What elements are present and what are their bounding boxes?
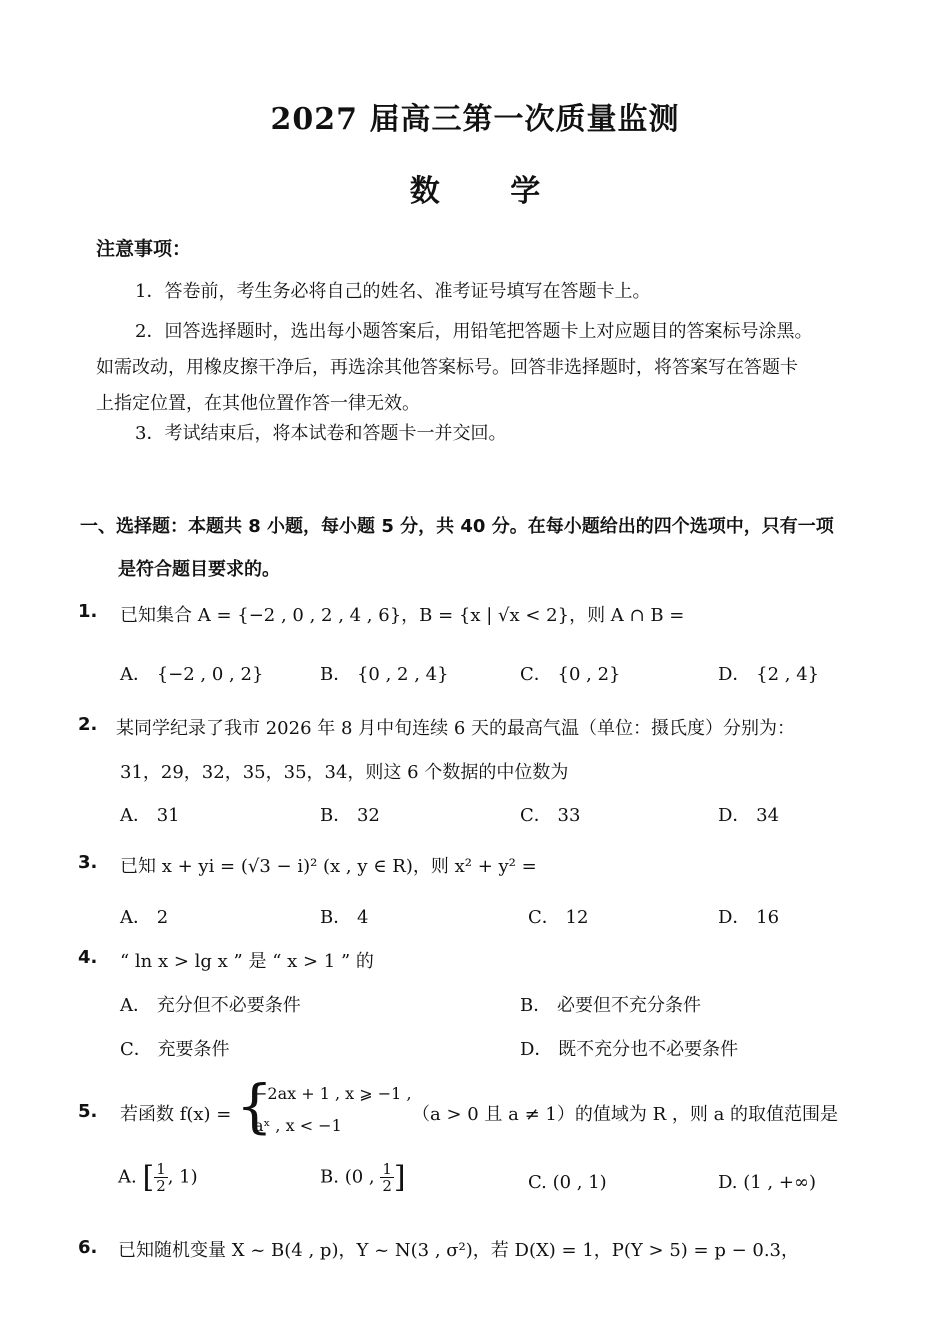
option-b-open: (0 , bbox=[344, 1166, 375, 1188]
question-3-option-b: B． 4 bbox=[320, 907, 369, 928]
question-1-option-c: C． {0 , 2} bbox=[520, 664, 621, 685]
question-6-text: 已知随机变量 X ~ B(4 , p)，Y ~ N(3 , σ²)，若 D(X) = 1，P(Y > 5) = p − 0.3， bbox=[118, 1240, 800, 1261]
question-2-option-c: C． 33 bbox=[520, 805, 581, 826]
piecewise-function bbox=[236, 1072, 412, 1140]
question-2-option-a: A． 31 bbox=[120, 805, 180, 826]
question-5-option-c: C. (0 , 1) bbox=[528, 1172, 607, 1193]
question-5-option-d: D. (1 , +∞) bbox=[718, 1172, 816, 1193]
question-3-option-c: C． 12 bbox=[528, 907, 589, 928]
question-5-option-b bbox=[320, 1160, 406, 1195]
question-5-text-tail: （a > 0 且 a ≠ 1）的值域为 R ，则 a 的取值范围是 bbox=[412, 1104, 839, 1125]
fraction-one-half bbox=[154, 1161, 168, 1194]
fraction-denominator: 2 bbox=[382, 1177, 392, 1195]
question-2-text: 某同学纪录了我市 2026 年 8 月中旬连续 6 天的最高气温（单位：摄氏度）分别为： bbox=[116, 718, 796, 739]
question-5-number: 5. bbox=[78, 1101, 98, 1122]
notice-item-1: 1．答卷前，考生务必将自己的姓名、准考证号填写在答题卡上。 bbox=[135, 281, 651, 302]
question-1-number: 1. bbox=[78, 601, 98, 622]
question-4-text: “ ln x > lg x ” 是 “ x > 1 ” 的 bbox=[120, 951, 374, 972]
subject-title: 数 学 bbox=[409, 174, 571, 209]
question-2-option-b: B． 32 bbox=[320, 805, 380, 826]
piecewise-case-1: −2ax + 1 , x ⩾ −1 , bbox=[254, 1084, 412, 1103]
section-heading bbox=[80, 505, 880, 591]
question-4-option-c: C． 充要条件 bbox=[120, 1039, 230, 1060]
question-1-option-a: A． {−2 , 0 , 2} bbox=[120, 664, 264, 685]
section-heading-line-2: 是符合题目要求的。 bbox=[118, 559, 280, 580]
question-5-option-a bbox=[118, 1160, 198, 1195]
notice-heading: 注意事项： bbox=[96, 238, 192, 260]
fraction-numerator: 1 bbox=[382, 1160, 392, 1178]
question-4-option-b: B． 必要但不充分条件 bbox=[520, 995, 701, 1016]
notice-item-2-line-1: 2．回答选择题时，选出每小题答案后，用铅笔把答题卡上对应题目的答案标号涂黑。 bbox=[135, 321, 813, 342]
question-3-number: 3. bbox=[78, 852, 98, 873]
exam-title: 2027 届高三第一次质量监测 bbox=[270, 102, 680, 137]
question-3-option-a: A． 2 bbox=[120, 907, 169, 928]
option-b-close-bracket: ] bbox=[393, 1160, 406, 1195]
question-2-text-line-2: 31，29，32，35，35，34，则这 6 个数据的中位数为 bbox=[120, 762, 569, 783]
question-5-text-lead: 若函数 f(x) = bbox=[120, 1104, 232, 1125]
fraction-one-half bbox=[380, 1161, 394, 1194]
question-6-number: 6. bbox=[78, 1237, 98, 1258]
question-4-number: 4. bbox=[78, 947, 98, 968]
question-2-option-d: D． 34 bbox=[718, 805, 780, 826]
section-heading-line-1: 一、选择题：本题共 8 小题，每小题 5 分，共 40 分。在每小题给出的四个选项中，只有一项 bbox=[80, 516, 834, 537]
left-brace-icon: { bbox=[236, 1072, 273, 1140]
question-1-option-b: B． {0 , 2 , 4} bbox=[320, 664, 449, 685]
question-2-number: 2. bbox=[78, 714, 98, 735]
option-b-label: B. bbox=[320, 1166, 339, 1188]
notice-item-2-line-2: 如需改动，用橡皮擦干净后，再选涂其他答案标号。回答非选择题时，将答案写在答题卡 bbox=[96, 357, 798, 378]
notice-item-2-line-3: 上指定位置，在其他位置作答一律无效。 bbox=[96, 393, 420, 414]
option-a-label: A. bbox=[118, 1166, 137, 1188]
question-3-text: 已知 x + yi = (√3 − i)² (x , y ∈ R)，则 x² + y² = bbox=[120, 856, 537, 877]
question-4-option-d: D． 既不充分也不必要条件 bbox=[520, 1039, 739, 1060]
question-1-text: 已知集合 A = {−2 , 0 , 2 , 4 , 6}，B = {x | √x < 2}，则 A ∩ B = bbox=[120, 605, 685, 626]
option-a-close: , 1) bbox=[167, 1166, 198, 1188]
fraction-numerator: 1 bbox=[156, 1160, 166, 1178]
piecewise-case-2: aˣ , x < −1 bbox=[254, 1116, 342, 1135]
question-4-option-a: A． 充分但不必要条件 bbox=[120, 995, 301, 1016]
fraction-denominator: 2 bbox=[156, 1177, 166, 1195]
question-1-option-d: D． {2 , 4} bbox=[718, 664, 820, 685]
option-a-open-bracket: [ bbox=[142, 1160, 155, 1195]
question-3-option-d: D． 16 bbox=[718, 907, 780, 928]
notice-item-3: 3．考试结束后，将本试卷和答题卡一并交回。 bbox=[135, 423, 507, 444]
